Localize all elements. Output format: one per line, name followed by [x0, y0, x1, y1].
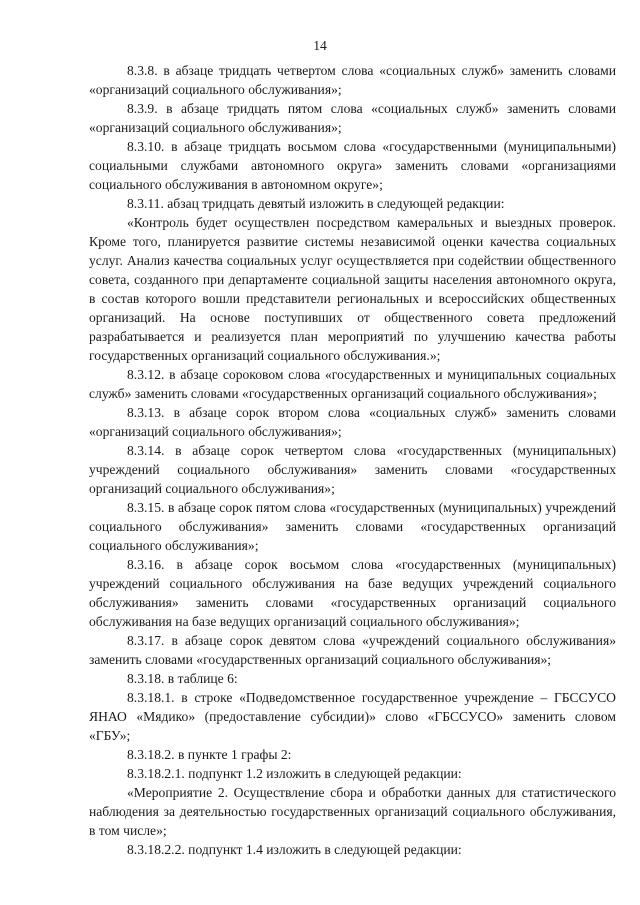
paragraph-8-3-9: 8.3.9. в абзаце тридцать пятом слова «социальных служб» заменить словами «организаций социального обслуживания»; [89, 101, 616, 135]
paragraph-8-3-10: 8.3.10. в абзаце тридцать восьмом слова «государственными (муниципальными) социальными службами автономного округа» заменить словами «организациями социального обслуживания в автономном округе»; [89, 139, 616, 192]
paragraph-8-3-12: 8.3.12. в абзаце сороковом слова «государственных и муниципальных социальных служб» заменить словами «государственных организаций социального обслуживания»; [89, 367, 616, 401]
paragraph-quote-control: «Контроль будет осуществлен посредством камеральных и выездных проверок. Кроме того, планируется развитие системы независимой оценки качества социальных услуг. Анализ качества социальных услуг осуществляется при содействии общественного совета, созданного при департаменте социальной защиты населения автономного округа, в состав которого вошли представители региональных и всероссийских общественных организаций. На основе поступивших от общественного совета предложений разрабатывается и реализуется план мероприятий по улучшению качества работы государственных организаций социального обслуживания.»; [89, 215, 616, 363]
paragraph-8-3-15: 8.3.15. в абзаце сорок пятом слова «государственных (муниципальных) учреждений социального обслуживания» заменить словами «государственных организаций социального обслуживания»; [89, 500, 616, 553]
paragraph-8-3-18-1: 8.3.18.1. в строке «Подведомственное государственное учреждение – ГБССУСО ЯНАО «Мядико» (предоставление субсидии)» слово «ГБССУСО» заменить словом «ГБУ»; [89, 690, 616, 743]
document-body [89, 61, 616, 859]
paragraph-8-3-8: 8.3.8. в абзаце тридцать четвертом слова «социальных служб» заменить словами «организаций социального обслуживания»; [89, 63, 616, 97]
paragraph-8-3-14: 8.3.14. в абзаце сорок четвертом слова «государственных (муниципальных) учреждений социального обслуживания» заменить словами «государственных организаций социального обслуживания»; [89, 443, 616, 496]
paragraph-8-3-18: 8.3.18. в таблице 6: [127, 671, 238, 686]
paragraph-8-3-18-2-2: 8.3.18.2.2. подпункт 1.4 изложить в следующей редакции: [127, 842, 462, 857]
paragraph-8-3-18-2: 8.3.18.2. в пункте 1 графы 2: [127, 747, 292, 762]
paragraph-8-3-18-2-1: 8.3.18.2.1. подпункт 1.2 изложить в следующей редакции: [127, 766, 462, 781]
paragraph-8-3-13: 8.3.13. в абзаце сорок втором слова «социальных служб» заменить словами «организаций социального обслуживания»; [89, 405, 616, 439]
paragraph-8-3-11: 8.3.11. абзац тридцать девятый изложить в следующей редакции: [127, 196, 505, 211]
paragraph-quote-measure-2: «Мероприятие 2. Осуществление сбора и обработки данных для статистического наблюдения за деятельностью государственных организаций социального обслуживания, в том числе»; [89, 785, 616, 838]
paragraph-8-3-16: 8.3.16. в абзаце сорок восьмом слова «государственных (муниципальных) учреждений социального обслуживания на базе ведущих учреждений социального обслуживания» заменить словами «государственных организаций социального обслуживания на базе ведущих организаций социального обслуживания»; [89, 557, 616, 629]
paragraph-8-3-17: 8.3.17. в абзаце сорок девятом слова «учреждений социального обслуживания» заменить словами «государственных организаций социального обслуживания»; [89, 633, 616, 667]
page-number: 14 [313, 38, 327, 53]
